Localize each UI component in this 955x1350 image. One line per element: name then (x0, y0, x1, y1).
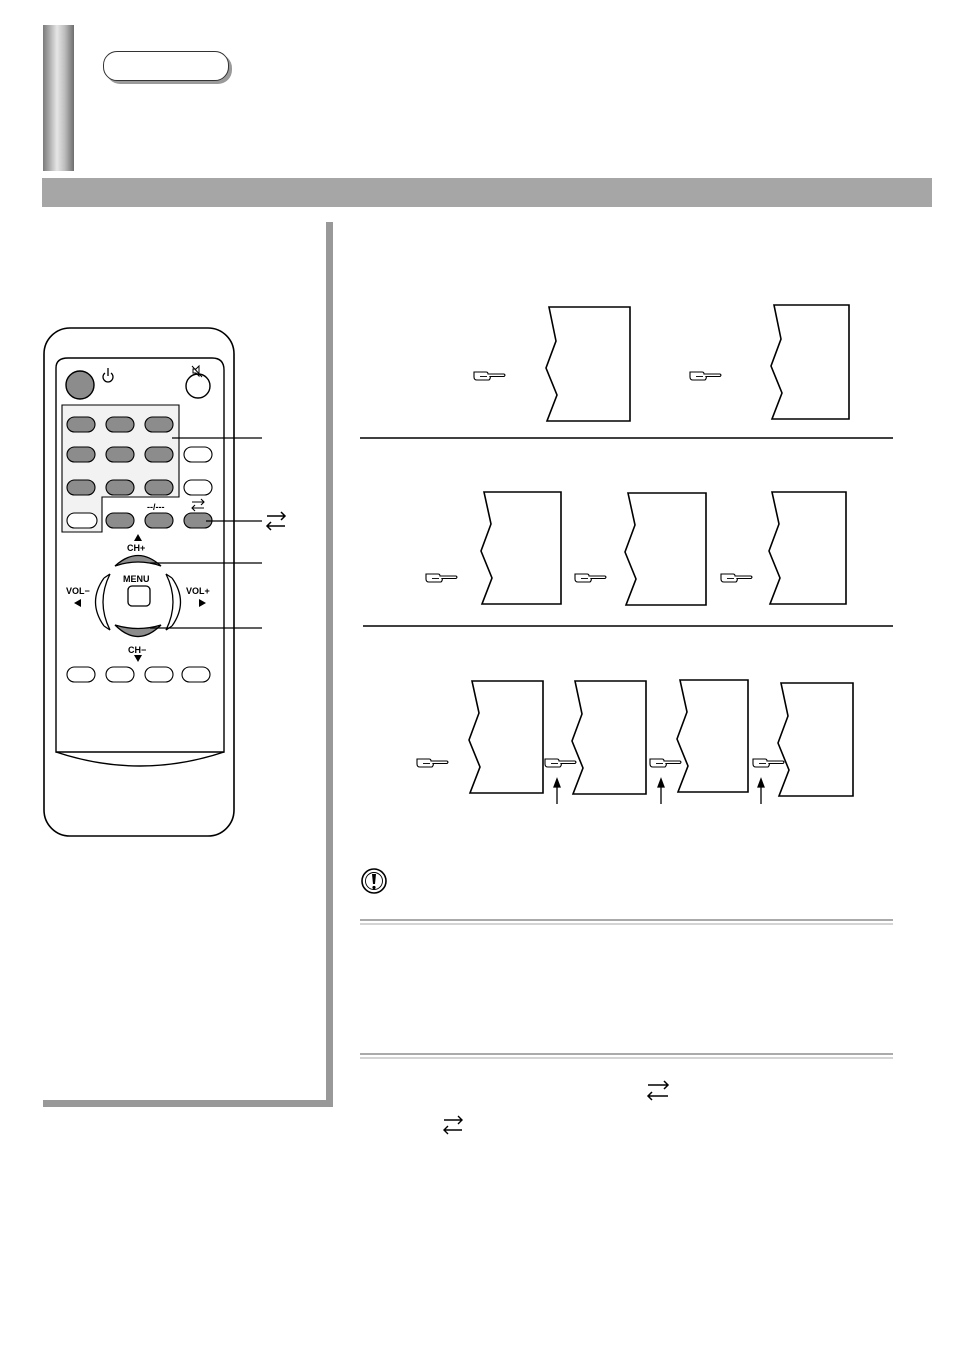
pointing-hand-icon (426, 574, 457, 582)
pointing-hand-icon (753, 759, 784, 767)
menu-label: MENU (123, 574, 150, 584)
screen-panel (778, 683, 853, 796)
screen-panel (481, 492, 561, 604)
swap-icon (648, 1081, 668, 1100)
section-rule (360, 920, 893, 924)
screen-panel (625, 493, 706, 605)
vol-minus-label: VOL− (66, 586, 90, 596)
screen-panel (469, 681, 543, 793)
vol-plus-label: VOL+ (186, 586, 210, 596)
pointing-hand-icon (417, 759, 448, 767)
pointing-hand-icon (650, 759, 681, 767)
caution-icon (362, 869, 386, 893)
screen-panel (771, 305, 849, 419)
pointing-hand-icon (721, 574, 752, 582)
section-rule (360, 1054, 893, 1058)
screen-panel (769, 492, 846, 604)
ch-plus-label: CH+ (127, 543, 146, 553)
pointing-hand-icon (575, 574, 606, 582)
screen-panel (572, 681, 646, 794)
screen-panel (546, 307, 630, 421)
swap-icon (444, 1116, 462, 1134)
pointing-hand-icon (474, 372, 505, 380)
pointing-hand-icon (545, 759, 576, 767)
screen-panel (677, 680, 748, 792)
digit-toggle-label: --/--- (147, 502, 165, 512)
pointing-hand-icon (690, 372, 721, 380)
ch-minus-label: CH− (128, 645, 147, 655)
